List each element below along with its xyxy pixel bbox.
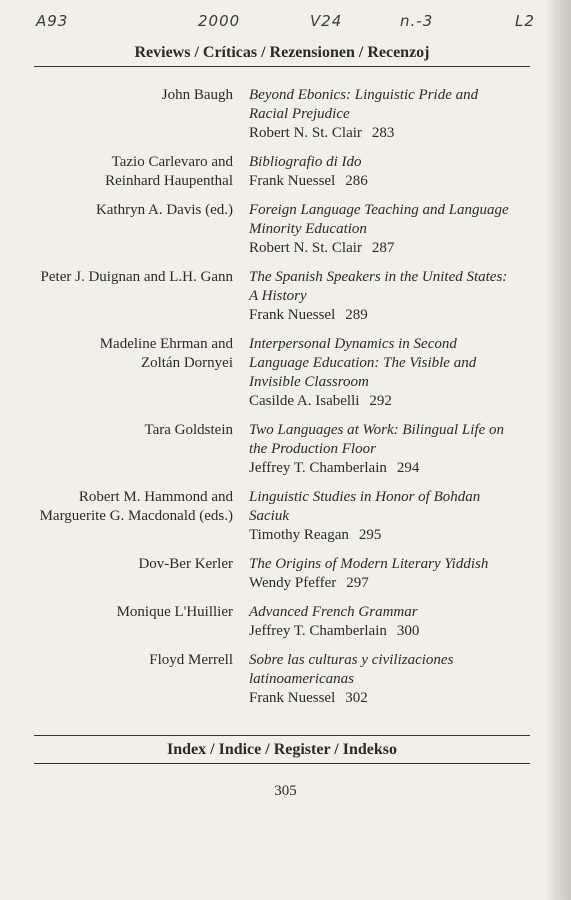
book-title-line: Invisible Classroom <box>249 374 369 390</box>
book-title-line: Interpersonal Dynamics in Second <box>249 336 457 352</box>
handwritten-note: A93 <box>36 12 69 30</box>
author-line: Tara Goldstein <box>144 422 233 438</box>
author-line: Reinhard Haupenthal <box>105 173 233 189</box>
book-title-line: A History <box>249 288 307 304</box>
review-page-number: 295 <box>358 527 382 543</box>
book-title-line: latinoamericanas <box>249 671 354 687</box>
reviewer-name: Frank Nuessel <box>249 307 336 323</box>
entry-author <box>0 86 249 143</box>
book-title-line: Two Languages at Work: Bilingual Life on <box>249 422 505 438</box>
author-line: Zoltán Dornyei <box>140 355 233 371</box>
review-page-number: 289 <box>345 307 368 323</box>
review-page-number: 286 <box>345 173 368 189</box>
book-title-line: Foreign Language Teaching and Language <box>249 202 509 218</box>
entry-author <box>0 153 249 191</box>
book-title-line: Bibliografio di Ido <box>249 154 362 170</box>
review-entry <box>0 86 571 143</box>
reviewer-line <box>249 689 524 708</box>
book-title-line: Language Education: The Visible and <box>249 355 477 371</box>
entry-author <box>0 421 249 478</box>
review-page-number: 292 <box>369 393 392 409</box>
entry-work <box>249 488 524 545</box>
reviewer-line <box>249 459 524 478</box>
reviewer-name: Jeffrey T. Chamberlain <box>249 623 387 639</box>
reviewer-name: Casilde A. Isabelli <box>249 393 360 409</box>
review-entry <box>0 603 571 641</box>
reviewer-line <box>249 574 524 593</box>
entry-author <box>0 268 249 325</box>
entry-author <box>0 335 249 411</box>
review-page-number: 294 <box>396 460 420 476</box>
reviewer-name: Wendy Pfeffer <box>249 575 337 591</box>
entry-author <box>0 201 249 258</box>
author-line: Floyd Merrell <box>149 652 233 668</box>
reviewer-line <box>249 306 524 325</box>
entry-author <box>0 555 249 593</box>
heading-rule <box>34 66 530 67</box>
handwritten-note: 2000 <box>198 12 241 30</box>
author-line: Tazio Carlevaro and <box>111 154 233 170</box>
review-page-number: 300 <box>396 623 420 639</box>
author-line: Madeline Ehrman and <box>99 336 233 352</box>
review-entry <box>0 421 571 478</box>
section-divider <box>34 735 530 736</box>
author-line: John Baugh <box>161 87 233 103</box>
reviewer-name: Frank Nuessel <box>249 690 336 706</box>
book-title-line: Linguistic Studies in Honor of Bohdan <box>249 489 481 505</box>
review-entry <box>0 488 571 545</box>
entry-work <box>249 421 524 478</box>
reviewer-name: Frank Nuessel <box>249 173 336 189</box>
author-line: Peter J. Duignan and L.H. Gann <box>40 269 233 285</box>
author-line: Kathryn A. Davis (ed.) <box>95 202 233 218</box>
review-page-number: 283 <box>371 125 395 141</box>
review-entry <box>0 555 571 593</box>
review-page-number: 302 <box>345 690 368 706</box>
page-number: 305 <box>274 783 297 799</box>
entry-work <box>249 268 524 325</box>
reviewer-line <box>249 526 524 545</box>
review-entry <box>0 201 571 258</box>
entry-author <box>0 603 249 641</box>
book-title-line: the Production Floor <box>249 441 376 457</box>
review-page-number: 287 <box>371 240 395 256</box>
reviewer-line <box>249 392 524 411</box>
review-entries <box>0 86 571 718</box>
book-title-line: Racial Prejudice <box>249 106 350 122</box>
reviewer-name: Robert N. St. Clair <box>249 125 362 141</box>
book-title-line: Advanced French Grammar <box>249 604 418 620</box>
review-entry <box>0 335 571 411</box>
author-line: Robert M. Hammond and <box>78 489 233 505</box>
entry-work <box>249 555 524 593</box>
book-title-line: The Origins of Modern Literary Yiddish <box>249 556 489 572</box>
handwritten-note: V24 <box>310 12 343 30</box>
reviewer-line <box>249 622 524 641</box>
entry-author <box>0 651 249 708</box>
reviewer-line <box>249 124 524 143</box>
author-line: Dov-Ber Kerler <box>138 556 233 572</box>
book-title-line: Beyond Ebonics: Linguistic Pride and <box>249 87 479 103</box>
reviewer-line <box>249 172 524 191</box>
entry-work <box>249 651 524 708</box>
book-title-line: Sobre las culturas y civilizaciones <box>249 652 454 668</box>
entry-work <box>249 86 524 143</box>
review-entry <box>0 651 571 708</box>
author-line: Marguerite G. Macdonald (eds.) <box>39 508 233 524</box>
handwritten-note: n.-3 <box>400 12 434 30</box>
reviewer-name: Robert N. St. Clair <box>249 240 362 256</box>
handwritten-annotations <box>0 8 571 38</box>
entry-work <box>249 335 524 411</box>
author-line: Monique L'Huillier <box>116 604 233 620</box>
entry-work <box>249 603 524 641</box>
book-title-line: The Spanish Speakers in the United States: <box>249 269 508 285</box>
handwritten-note: L2 <box>515 12 535 30</box>
reviews-heading: Reviews / Críticas / Rezensionen / Recenzoj <box>134 44 430 61</box>
reviewer-name: Jeffrey T. Chamberlain <box>249 460 387 476</box>
review-entry <box>0 153 571 191</box>
entry-work <box>249 153 524 191</box>
review-entry <box>0 268 571 325</box>
index-heading: Index / Indice / Register / Indekso <box>167 741 397 758</box>
book-title-line: Saciuk <box>249 508 289 524</box>
entry-author <box>0 488 249 545</box>
review-page-number: 297 <box>346 575 369 591</box>
book-title-line: Minority Education <box>249 221 367 237</box>
reviewer-name: Timothy Reagan <box>249 527 349 543</box>
reviewer-line <box>249 239 524 258</box>
index-rule <box>34 763 530 764</box>
entry-work <box>249 201 524 258</box>
